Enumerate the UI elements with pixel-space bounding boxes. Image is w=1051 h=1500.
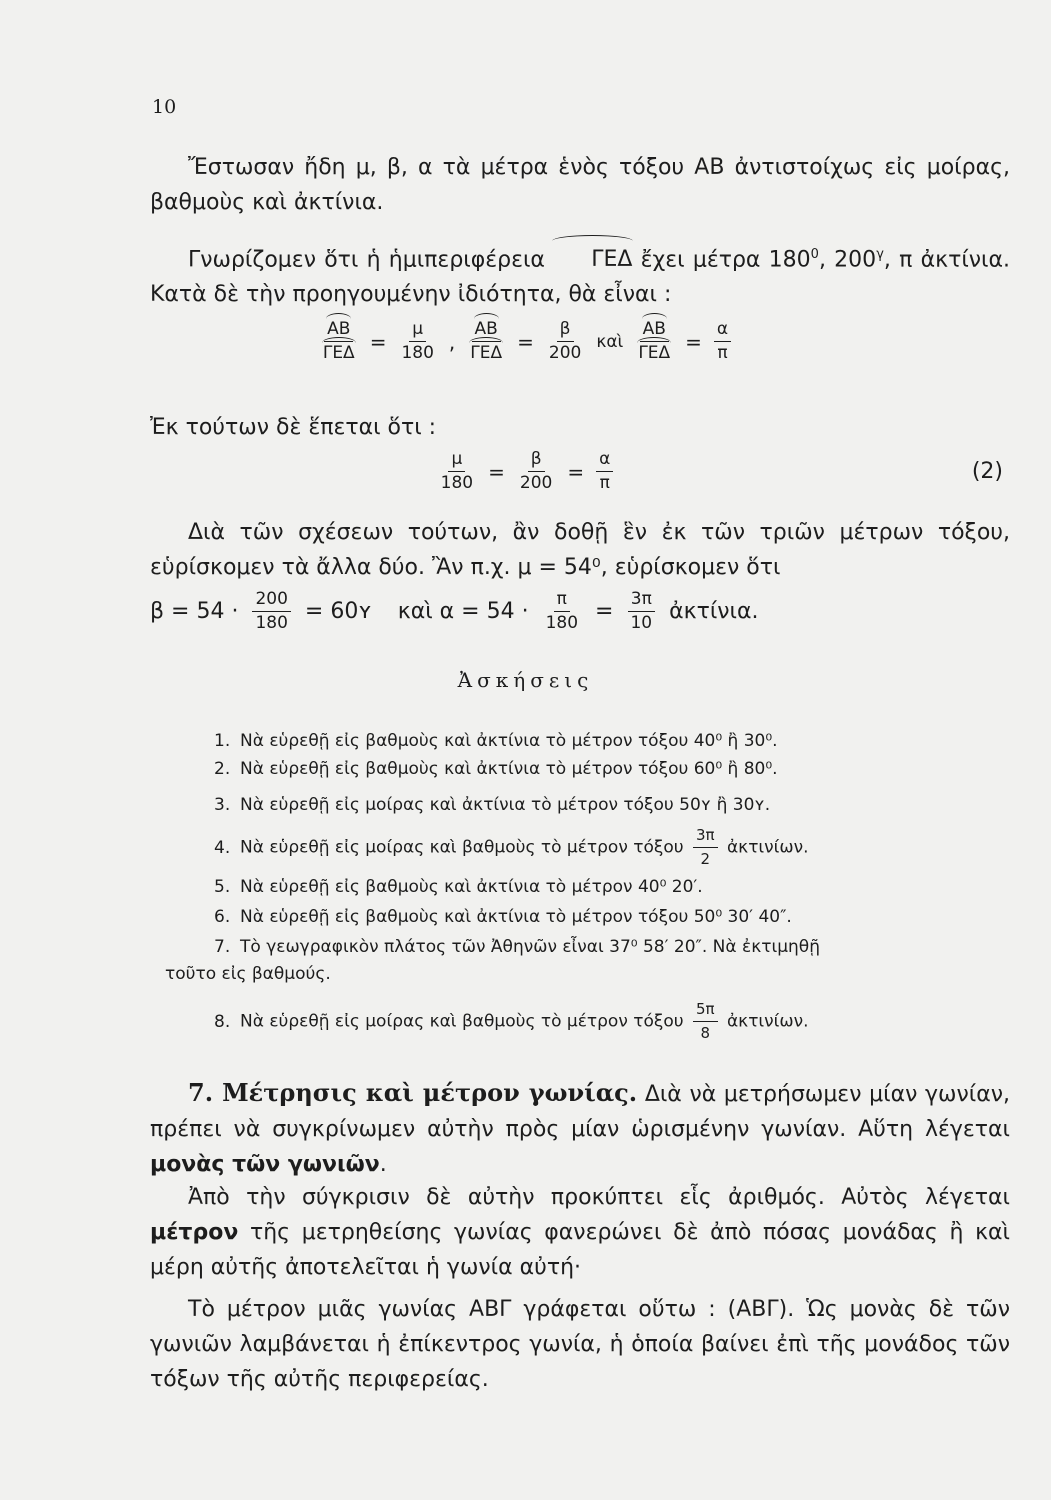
- relations-paragraph: Διὰ τῶν σχέσεων τούτων, ἂν δοθῇ ἓν ἐκ τῶν τριῶν μέτρων τόξου, εὑρίσκομεν τὰ ἄλλα δύο. Ἂν π.χ. μ = 54⁰, εὑρίσκομεν ὅτι: [150, 520, 1010, 580]
- exercise-text: Νὰ εὑρεθῇ εἰς μοίρας καὶ βαθμοὺς τὸ μέτρον τόξου: [240, 837, 684, 858]
- equals-sign: =: [567, 459, 585, 484]
- frac-alpha-pi: [714, 320, 731, 363]
- den-10: 10: [630, 613, 653, 633]
- beta-eq: β = 54 ·: [150, 599, 239, 624]
- exercise-tail: ἀκτινίων.: [726, 837, 809, 858]
- aktinia-word: ἀκτίνια.: [669, 599, 759, 624]
- equals-sign: =: [595, 599, 614, 624]
- num-200: 200: [252, 590, 290, 612]
- exercise-item: [214, 874, 703, 900]
- arc-ged: ΓΕΔ: [638, 343, 671, 363]
- section-7-paragraph-1: [150, 1075, 1010, 1182]
- intro-text-b: ἔχει μέτρα 180: [640, 247, 811, 273]
- intro-text-c: , 200: [818, 247, 877, 273]
- result-grad: = 60ʏ: [304, 599, 372, 624]
- frac-5pi-8: [693, 1000, 718, 1043]
- mu: μ: [448, 450, 465, 472]
- frac-ab-ged-2: [467, 320, 505, 363]
- grad-sup: γ: [876, 247, 884, 262]
- exercise-item: [214, 934, 820, 960]
- arc-ab: ΑΒ: [642, 319, 666, 339]
- num-5pi: 5π: [693, 1000, 718, 1022]
- angle-notation: (ΑΒΓ): [727, 1297, 788, 1322]
- intro-paragraph-1: [150, 150, 1010, 220]
- frac-3pi-10: [627, 590, 655, 633]
- frac-ab-ged-1: [320, 320, 358, 363]
- pi: π: [599, 473, 610, 493]
- page-number: 10: [152, 96, 177, 118]
- den-2: 2: [700, 850, 711, 868]
- term-measure: μέτρον: [150, 1220, 239, 1245]
- frac-3pi-2: [693, 826, 718, 869]
- alpha: α: [596, 450, 613, 472]
- arc-ab: ΑΒ: [327, 319, 351, 339]
- equals-sign: =: [369, 329, 387, 354]
- equals-sign: =: [517, 329, 534, 354]
- exercise-item: [214, 1000, 809, 1043]
- example-equation: [150, 590, 759, 633]
- exercise-text: Νὰ εὑρεθῇ εἰς μοίρας καὶ ἀκτίνια τὸ μέτρον τόξου 50ʏ ἢ 30ʏ.: [240, 795, 771, 815]
- exercise-item: [214, 728, 778, 754]
- kai-word: καὶ: [596, 331, 624, 352]
- frac-mu-180: [438, 450, 476, 493]
- intro-text-a: Γνωρίζομεν ὅτι ἡ ἡμιπεριφέρεια: [188, 247, 545, 273]
- den-200: 200: [548, 343, 582, 363]
- equals-sign: =: [685, 329, 702, 354]
- exercise-text: Νὰ εὑρεθῇ εἰς βαθμοὺς καὶ ἀκτίνια τὸ μέτρον τόξου 40⁰ ἢ 30⁰.: [240, 731, 778, 751]
- intro-text-d: , π ἀκτίνια. Κατὰ δὲ τὴν προηγουμένην ἰδιότητα, θὰ εἶναι :: [150, 247, 1010, 308]
- period: .: [379, 1152, 387, 1177]
- exercise-number: 6.: [214, 907, 231, 927]
- kai-alpha: καὶ α = 54 ·: [397, 599, 529, 624]
- num-3pi: 3π: [693, 826, 718, 848]
- intro-paragraph-2: [150, 237, 1010, 312]
- section-text: Τὸ μέτρον μιᾶς γωνίας ΑΒΓ γράφεται οὕτω :: [188, 1297, 716, 1322]
- exercises-heading: Ἀσκήσεις: [457, 668, 594, 692]
- mu: μ: [409, 320, 426, 342]
- section-text: τῆς μετρηθείσης γωνίας φανερώνει δὲ ἀπὸ πόσας μονάδας ἢ καὶ μέρη αὐτῆς ἀποτελεῖται ἡ γωνία αὐτή·: [150, 1220, 1010, 1280]
- den-180: 180: [545, 613, 579, 633]
- exercise-continuation: τοῦτο εἰς βαθμούς.: [165, 964, 331, 984]
- exercise-item: [214, 904, 792, 930]
- exercise-number: 7.: [214, 937, 231, 957]
- frac-alpha-pi: [596, 450, 613, 493]
- beta: β: [557, 320, 574, 342]
- section-text: . Ὡς μονὰς δὲ τῶν γωνιῶν λαμβάνεται ἡ ἐπίκεντρος γωνία, ἡ ὁποία βαίνει ἐπὶ τῆς μονάδος τῶν τόξων τῆς αὐτῆς περιφερείας.: [150, 1297, 1010, 1392]
- exercise-number: 2.: [214, 759, 231, 779]
- arc-ged: ΓΕΔ: [322, 343, 355, 363]
- arc-ab: ΑΒ: [474, 319, 498, 339]
- frac-pi-180: [543, 590, 581, 633]
- section-title: 7. Μέτρησις καὶ μέτρον γωνίας.: [188, 1078, 638, 1107]
- exercise-text: Νὰ εὑρεθῇ εἰς βαθμοὺς καὶ ἀκτίνια τὸ μέτρον τόξου 60⁰ ἢ 80⁰.: [240, 759, 778, 779]
- section-text: Ἀπὸ τὴν σύγκρισιν δὲ αὐτὴν προκύπτει εἷς ἀριθμός. Αὐτὸς λέγεται: [188, 1185, 1010, 1210]
- num-3pi: 3π: [628, 590, 655, 612]
- alpha: α: [714, 320, 731, 342]
- deg-sup: 0: [810, 247, 819, 262]
- comma: ,: [448, 329, 456, 354]
- term-unit: μονὰς τῶν γωνιῶν: [150, 1152, 380, 1177]
- frac-mu-180: [398, 320, 436, 363]
- frac-ab-ged-3: [635, 320, 673, 363]
- frac-200-180: [252, 590, 290, 633]
- equals-sign: =: [488, 459, 505, 484]
- beta: β: [528, 450, 545, 472]
- arc-ged: ΓΕΔ: [553, 242, 632, 277]
- arc-ged: ΓΕΔ: [470, 343, 503, 363]
- exercise-item: [214, 756, 778, 782]
- exercise-text: Νὰ εὑρεθῇ εἰς μοίρας καὶ βαθμοὺς τὸ μέτρον τόξου: [240, 1011, 684, 1032]
- equation-2: [0, 450, 1051, 493]
- section-7-paragraph-2: [150, 1180, 1010, 1285]
- den-8: 8: [700, 1024, 711, 1042]
- section-7-paragraph-3: [150, 1292, 1010, 1397]
- exercise-number: 5.: [214, 877, 231, 897]
- frac-beta-200: [546, 320, 584, 363]
- den-180: 180: [440, 473, 474, 493]
- follows-text: Ἐκ τούτων δὲ ἕπεται ὅτι :: [150, 415, 437, 440]
- exercise-item: [214, 826, 809, 869]
- den-180: 180: [255, 613, 288, 633]
- exercise-number: 4.: [214, 837, 231, 858]
- den-180: 180: [401, 343, 434, 363]
- equation-1: [0, 320, 1051, 363]
- equation-number: (2): [971, 459, 1003, 484]
- exercise-number: 8.: [214, 1011, 231, 1032]
- section-text: Διὰ νὰ μετρήσωμεν μίαν γωνίαν, πρέπει νὰ συγκρίνωμεν αὐτὴν πρὸς μίαν ὡρισμένην γωνίαν. Αὕτη λέγεται: [150, 1082, 1010, 1142]
- exercise-number: 1.: [214, 731, 231, 751]
- intro-line-1: Ἔστωσαν ἤδη μ, β, α τὰ μέτρα ἑνὸς τόξου ΑΒ ἀντιστοίχως εἰς μοίρας, βαθμοὺς καὶ ἀκτίνια.: [150, 155, 1010, 215]
- den-200: 200: [519, 473, 553, 493]
- exercise-tail: ἀκτινίων.: [726, 1011, 809, 1032]
- exercise-text: Νὰ εὑρεθῇ εἰς βαθμοὺς καὶ ἀκτίνια τὸ μέτρον τόξου 50⁰ 30′ 40″.: [240, 907, 792, 927]
- exercise-item: [214, 792, 770, 818]
- pi: π: [554, 590, 570, 612]
- frac-beta-200: [517, 450, 555, 493]
- pi: π: [717, 343, 728, 363]
- exercise-text: Τὸ γεωγραφικὸν πλάτος τῶν Ἀθηνῶν εἶναι 37⁰ 58′ 20″. Νὰ ἐκτιμηθῇ: [240, 937, 820, 957]
- exercise-number: 3.: [214, 795, 231, 815]
- exercise-text: Νὰ εὑρεθῇ εἰς βαθμοὺς καὶ ἀκτίνια τὸ μέτρον 40⁰ 20′.: [240, 877, 703, 897]
